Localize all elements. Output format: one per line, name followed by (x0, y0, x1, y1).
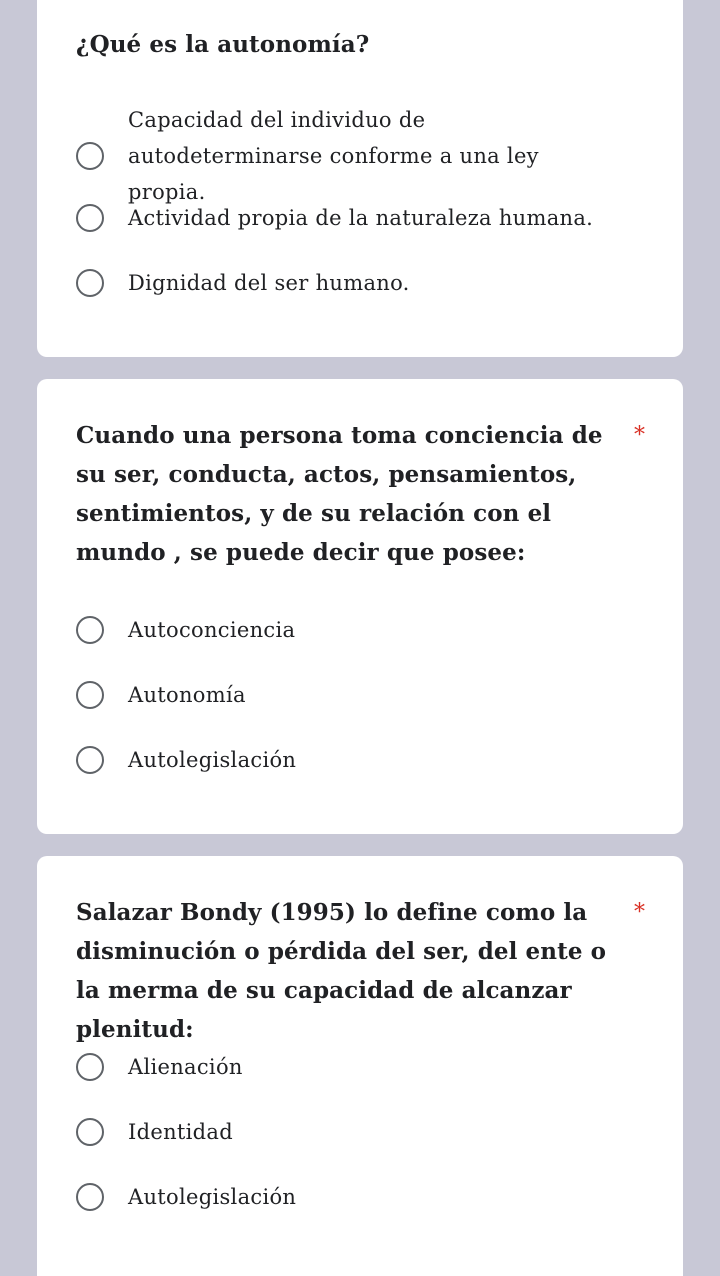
option-identidad[interactable] (76, 1114, 636, 1150)
option-autoconciencia[interactable] (76, 612, 636, 648)
question-card-autonomia (37, 0, 683, 357)
radio-button[interactable] (76, 681, 104, 709)
radio-button[interactable] (76, 616, 104, 644)
option-autolegislacion[interactable] (76, 742, 636, 778)
question-title: ¿Qué es la autonomía? (76, 31, 370, 58)
radio-button[interactable] (76, 1118, 104, 1146)
question-card-autoconciencia (37, 379, 683, 834)
option-autonomia[interactable] (76, 677, 636, 713)
option-label: Capacidad del individuo de autodeterminarse conforme a una ley propia. (128, 108, 539, 204)
radio-button[interactable] (76, 142, 104, 170)
option-actividad[interactable] (76, 200, 636, 236)
radio-button[interactable] (76, 746, 104, 774)
question-card-alienacion (37, 856, 683, 1276)
option-alienacion[interactable] (76, 1049, 636, 1085)
question-title: Salazar Bondy (1995) lo define como la disminución o pérdida del ser, del ente o la merma de su capacidad de alcanzar plenitud: (76, 899, 607, 1043)
radio-button[interactable] (76, 1183, 104, 1211)
option-label: Autolegislación (128, 748, 297, 772)
radio-button[interactable] (76, 204, 104, 232)
radio-button[interactable] (76, 1053, 104, 1081)
option-label: Autoconciencia (128, 618, 296, 642)
radio-button[interactable] (76, 269, 104, 297)
option-capacidad[interactable] (76, 102, 636, 210)
option-label: Actividad propia de la naturaleza humana. (128, 206, 594, 230)
option-label: Identidad (128, 1120, 233, 1144)
required-asterisk: * (634, 900, 645, 925)
question-title: Cuando una persona toma conciencia de su ser, conducta, actos, pensamientos, sentimientos, y de su relación con el mundo , se puede decir que posee: (76, 422, 603, 566)
option-label: Dignidad del ser humano. (128, 271, 410, 295)
required-asterisk: * (634, 423, 645, 448)
option-dignidad[interactable] (76, 265, 636, 301)
option-label: Alienación (128, 1055, 243, 1079)
option-label: Autonomía (128, 683, 246, 707)
option-label: Autolegislación (128, 1185, 297, 1209)
option-autolegislacion[interactable] (76, 1179, 636, 1215)
